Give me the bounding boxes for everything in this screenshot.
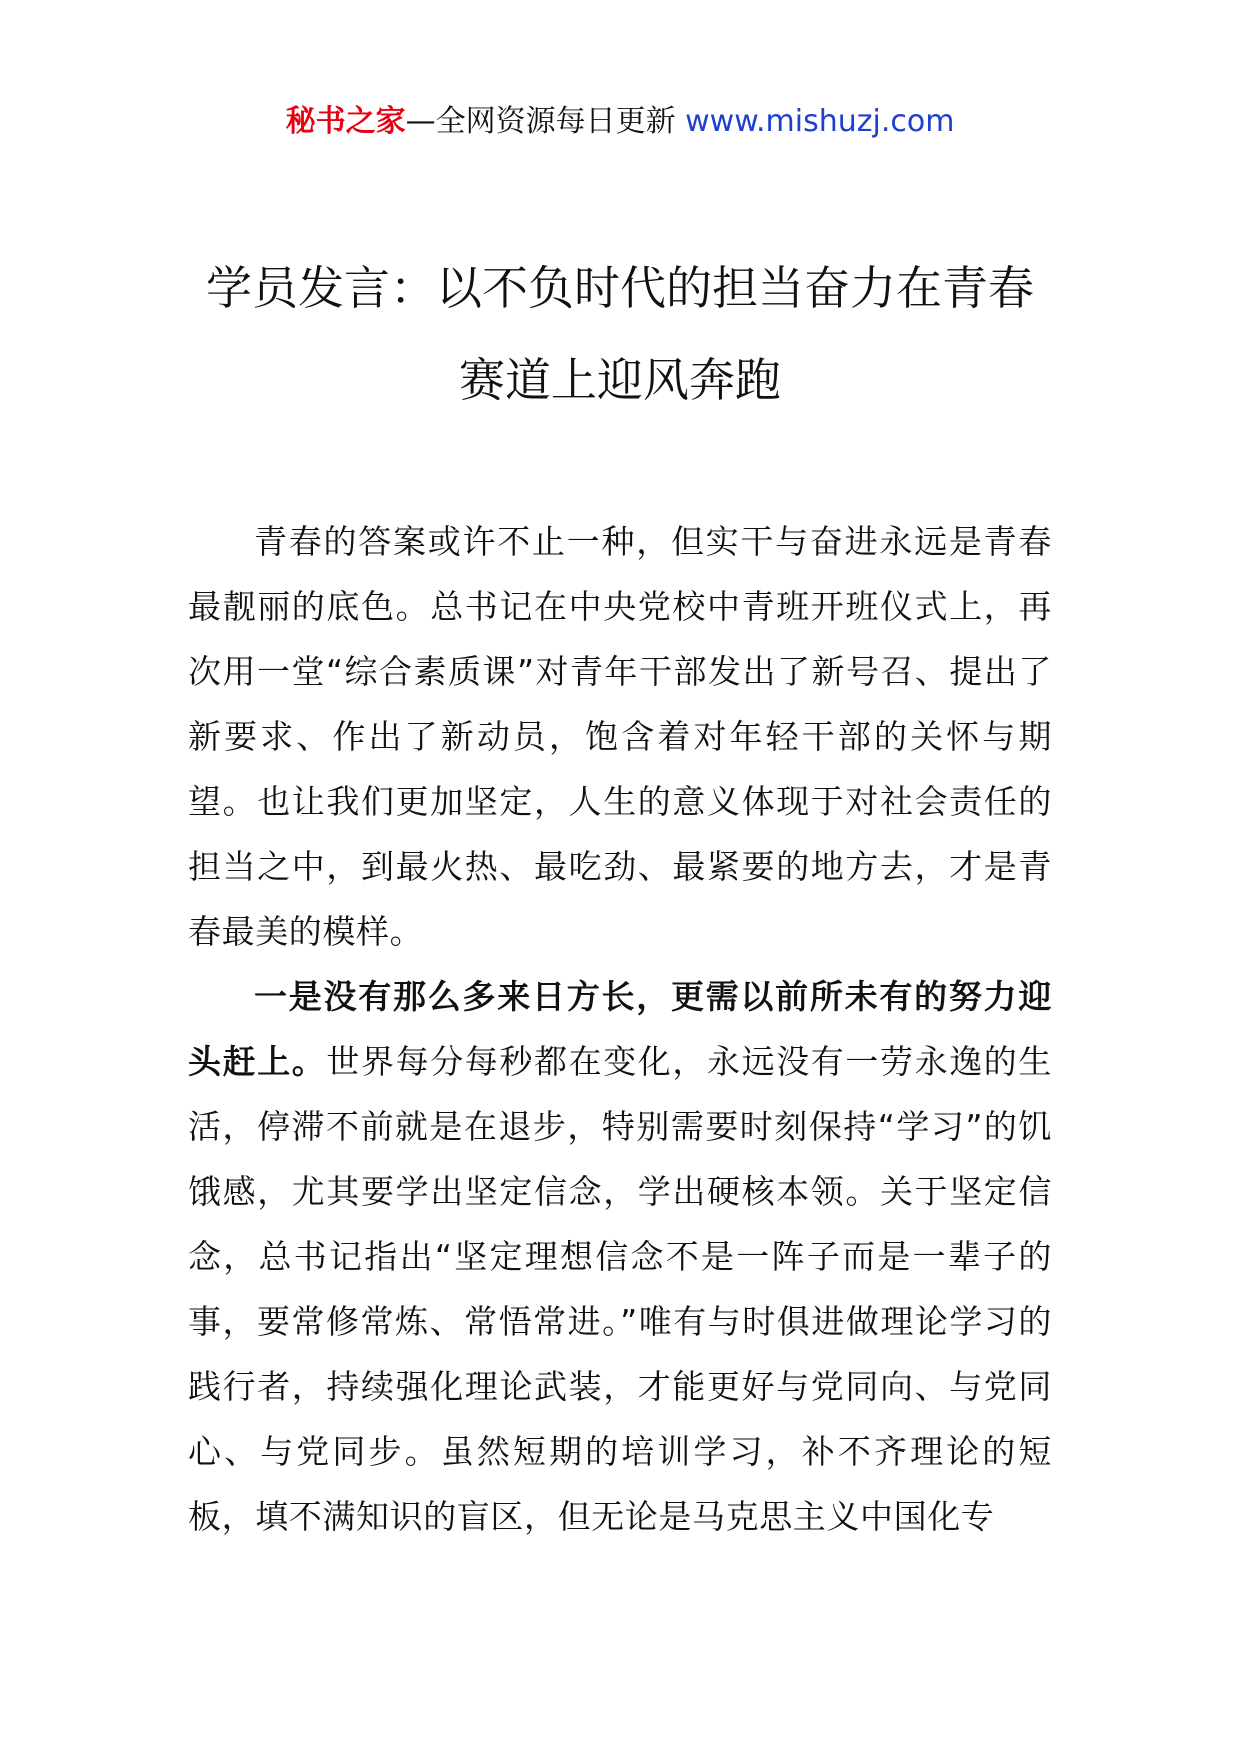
paragraph-point-one-text: 世界每分每秒都在变化，永远没有一劳永逸的生活，停滞不前就是在退步，特别需要时刻保持“学习”的饥饿感，尤其要学出坚定信念，学出硬核本领。关于坚定信念，总书记指出“坚定理想信念不是一阵子而是一辈子的事，要常修常炼、常悟常进。”唯有与时俱进做理论学习的践行者，持续强化理论武装，才能更好与党同向、与党同心、与党同步。虽然短期的培训学习，补不齐理论的短板，填不满知识的盲区，但无论是马克思主义中国化专: [188, 1042, 1052, 1536]
paragraph-intro: [188, 509, 1052, 964]
document-body: [188, 509, 1052, 1549]
title-line-1: 学员发言：以不负时代的担当奋力在青春: [206, 261, 1034, 315]
paragraph-point-one: [188, 964, 1052, 1549]
site-url-link[interactable]: www.mishuzj.com: [685, 104, 955, 139]
site-header: [0, 100, 1240, 144]
site-brand: 秘书之家: [285, 104, 406, 139]
title-line-2: 赛道上迎风奔跑: [459, 353, 781, 407]
paragraph-point-one-lead: 一是没有那么多来日方长，更需以前所未有的努力迎头赶上。: [188, 977, 1052, 1081]
site-tagline: —全网资源每日更新: [405, 104, 686, 139]
document-title: [170, 242, 1070, 426]
paragraph-intro-text: 青春的答案或许不止一种，但实干与奋进永远是青春最靓丽的底色。总书记在中央党校中青班开班仪式上，再次用一堂“综合素质课”对青年干部发出了新号召、提出了新要求、作出了新动员，饱含着对年轻干部的关怀与期望。也让我们更加坚定，人生的意义体现于对社会责任的担当之中，到最火热、最吃劲、最紧要的地方去，才是青春最美的模样。: [188, 522, 1052, 951]
